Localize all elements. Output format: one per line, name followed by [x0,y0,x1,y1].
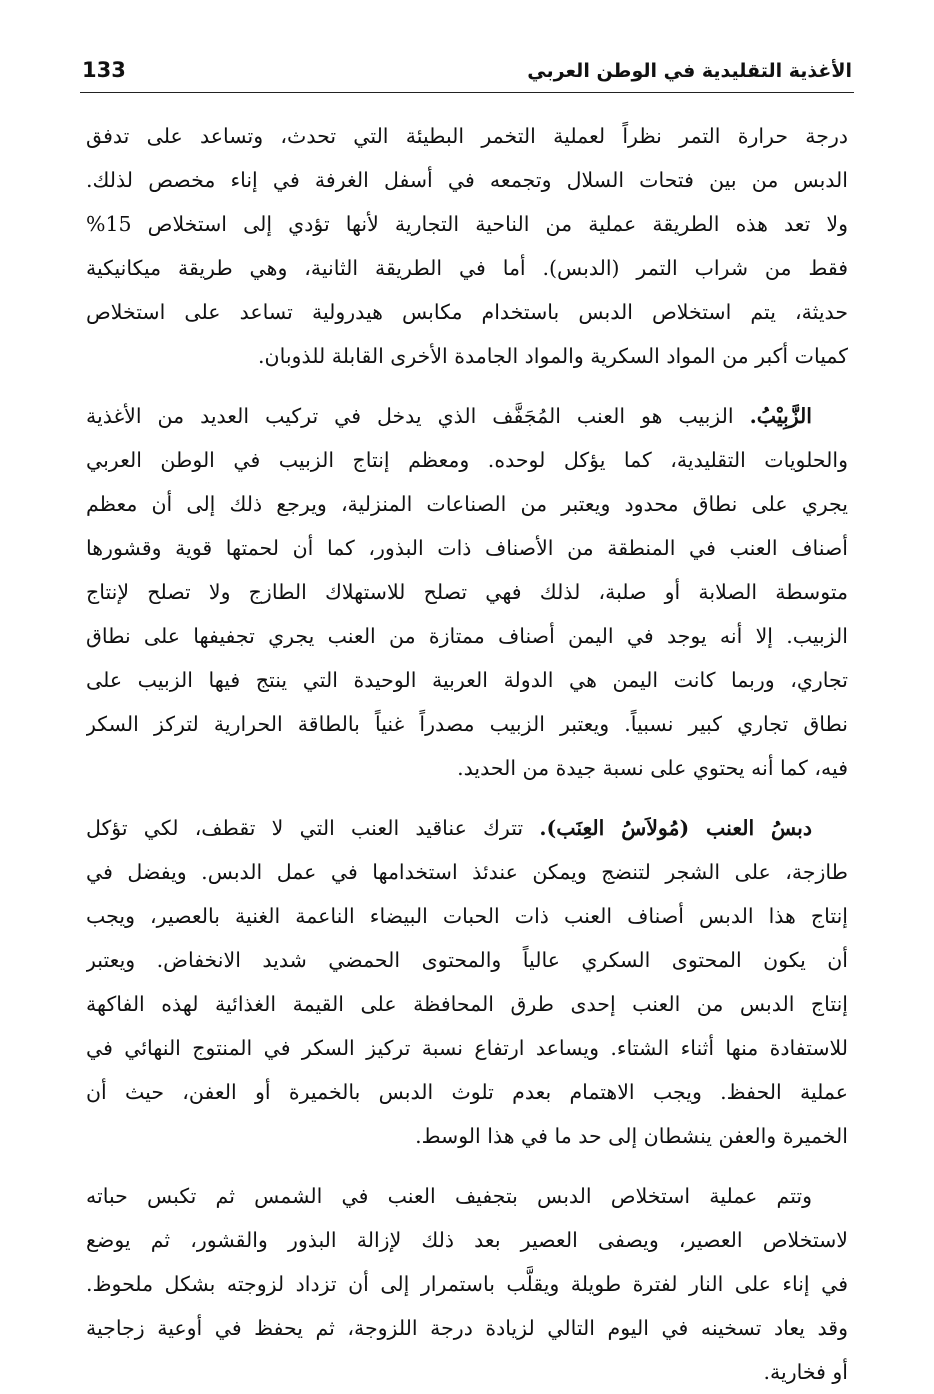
text-line: طازجة، على الشجر لتنضج ويمكن عندئذ استخدامها في عمل الدبس. ويفضل في [86,860,848,884]
text-line: يجري على نطاق محدود ويعتبر من الصناعات المنزلية، ويرجع ذلك إلى أن معظم [86,492,848,516]
paragraph-dibs-extraction [86,114,848,378]
paragraph-gap [86,1158,848,1174]
text-line: درجة حرارة التمر نظراً لعملية التخمر البطيئة التي تحدث، وتساعد على تدفق [86,124,848,148]
text-line: فقط من شراب التمر (الدبس). أما في الطريقة الثانية، وهي طريقة ميكانيكية [86,256,848,280]
text-run: تترك عناقيد العنب التي لا تقطف، لكي تؤكل [86,816,540,840]
paragraph-raisins [86,394,848,790]
text-line-lead [86,806,848,850]
text-line: نطاق تجاري كبير نسبياً. ويعتبر الزبيب مصدراً غنياً بالطاقة الحرارية لتركز السكر [86,712,848,736]
section-lead-raisins: الزَّبِيْبُ. [749,404,812,428]
paragraph-molasses-process [86,1174,848,1394]
text-line: لاستخلاص العصير، ويصفى العصير بعد ذلك لإزالة البذور والقشور، ثم يوضع [86,1228,848,1252]
text-line: أن يكون المحتوى السكري عالياً والمحتوى الحمضي شديد الانخفاض. ويعتبر [86,948,848,972]
paragraph-grape-molasses [86,806,848,1158]
text-line: في إناء على النار لفترة طويلة ويقلَّب باستمرار إلى أن تزداد لزوجته بشكل ملحوظ. [86,1272,848,1296]
paragraph-gap [86,790,848,806]
paragraph-gap [86,378,848,394]
text-line: ولا تعد هذه الطريقة عملية من الناحية التجارية لأنها تؤدي إلى استخلاص 15% [86,212,848,236]
text-line: حديثة، يتم استخلاص الدبس باستخدام مكابس هيدرولية تساعد على استخلاص [86,300,848,324]
header-rule [80,92,854,93]
text-line: والحلويات التقليدية، كما يؤكل لوحده. ومعظم إنتاج الزبيب في الوطن العربي [86,448,848,472]
text-line: وقد يعاد تسخينه في اليوم التالي لزيادة درجة اللزوجة، ثم يحفظ في أوعية زجاجية [86,1316,848,1340]
text-run: الزبيب هو العنب المُجَفَّف الذي يدخل في تركيب العديد من الأغذية [86,404,750,428]
section-lead-grape-molasses: دبسُ العنب (مُولاَسُ العِنَب). [539,816,812,840]
text-line: أصناف العنب في المنطقة من الأصناف ذات البذور، كما أن لحمتها قوية وقشورها [86,536,848,560]
text-line: كميات أكبر من المواد السكرية والمواد الجامدة الأخرى القابلة للذوبان. [258,344,848,368]
text-line: الخميرة والعفن ينشطان إلى حد ما في هذا الوسط. [415,1124,848,1148]
text-line-lead [86,394,848,438]
page-body [86,114,848,1394]
running-header [82,56,852,90]
text-line: تجاري، وربما كانت اليمن هي الدولة العربية الوحيدة التي ينتج فيها الزبيب على [86,668,848,692]
text-line: للاستفادة منها أثناء الشتاء. ويساعد ارتفاع نسبة تركيز السكر في المنتوج النهائي في [86,1036,848,1060]
text-line: الزبيب. إلا أنه يوجد في اليمن أصناف ممتازة من العنب يجري تجفيفها على نطاق [86,624,848,648]
running-title: الأغذية التقليدية في الوطن العربي [527,60,852,82]
text-line: إنتاج الدبس من العنب إحدى طرق المحافظة على القيمة الغذائية لهذه الفاكهة [86,992,848,1016]
text-line: عملية الحفظ. ويجب الاهتمام بعدم تلوث الدبس بالخميرة أو العفن، حيث أن [86,1080,848,1104]
text-line: إنتاج هذا الدبس أصناف العنب ذات الحبات البيضاء الناعمة الغنية بالعصير، ويجب [86,904,848,928]
text-line: أو فخارية. [763,1360,848,1384]
page-number: 133 [82,58,126,82]
text-line: وتتم عملية استخلاص الدبس بتجفيف العنب في الشمس ثم تكبس حباته [86,1184,812,1208]
text-line: متوسطة الصلابة أو صلبة، لذلك فهي تصلح للاستهلاك الطازج ولا تصلح لإنتاج [86,580,848,604]
text-line: الدبس من بين فتحات السلال وتجمعه في أسفل الغرفة في إناء مخصص لذلك. [86,168,848,192]
text-line: فيه، كما أنه يحتوي على نسبة جيدة من الحديد. [457,756,848,780]
